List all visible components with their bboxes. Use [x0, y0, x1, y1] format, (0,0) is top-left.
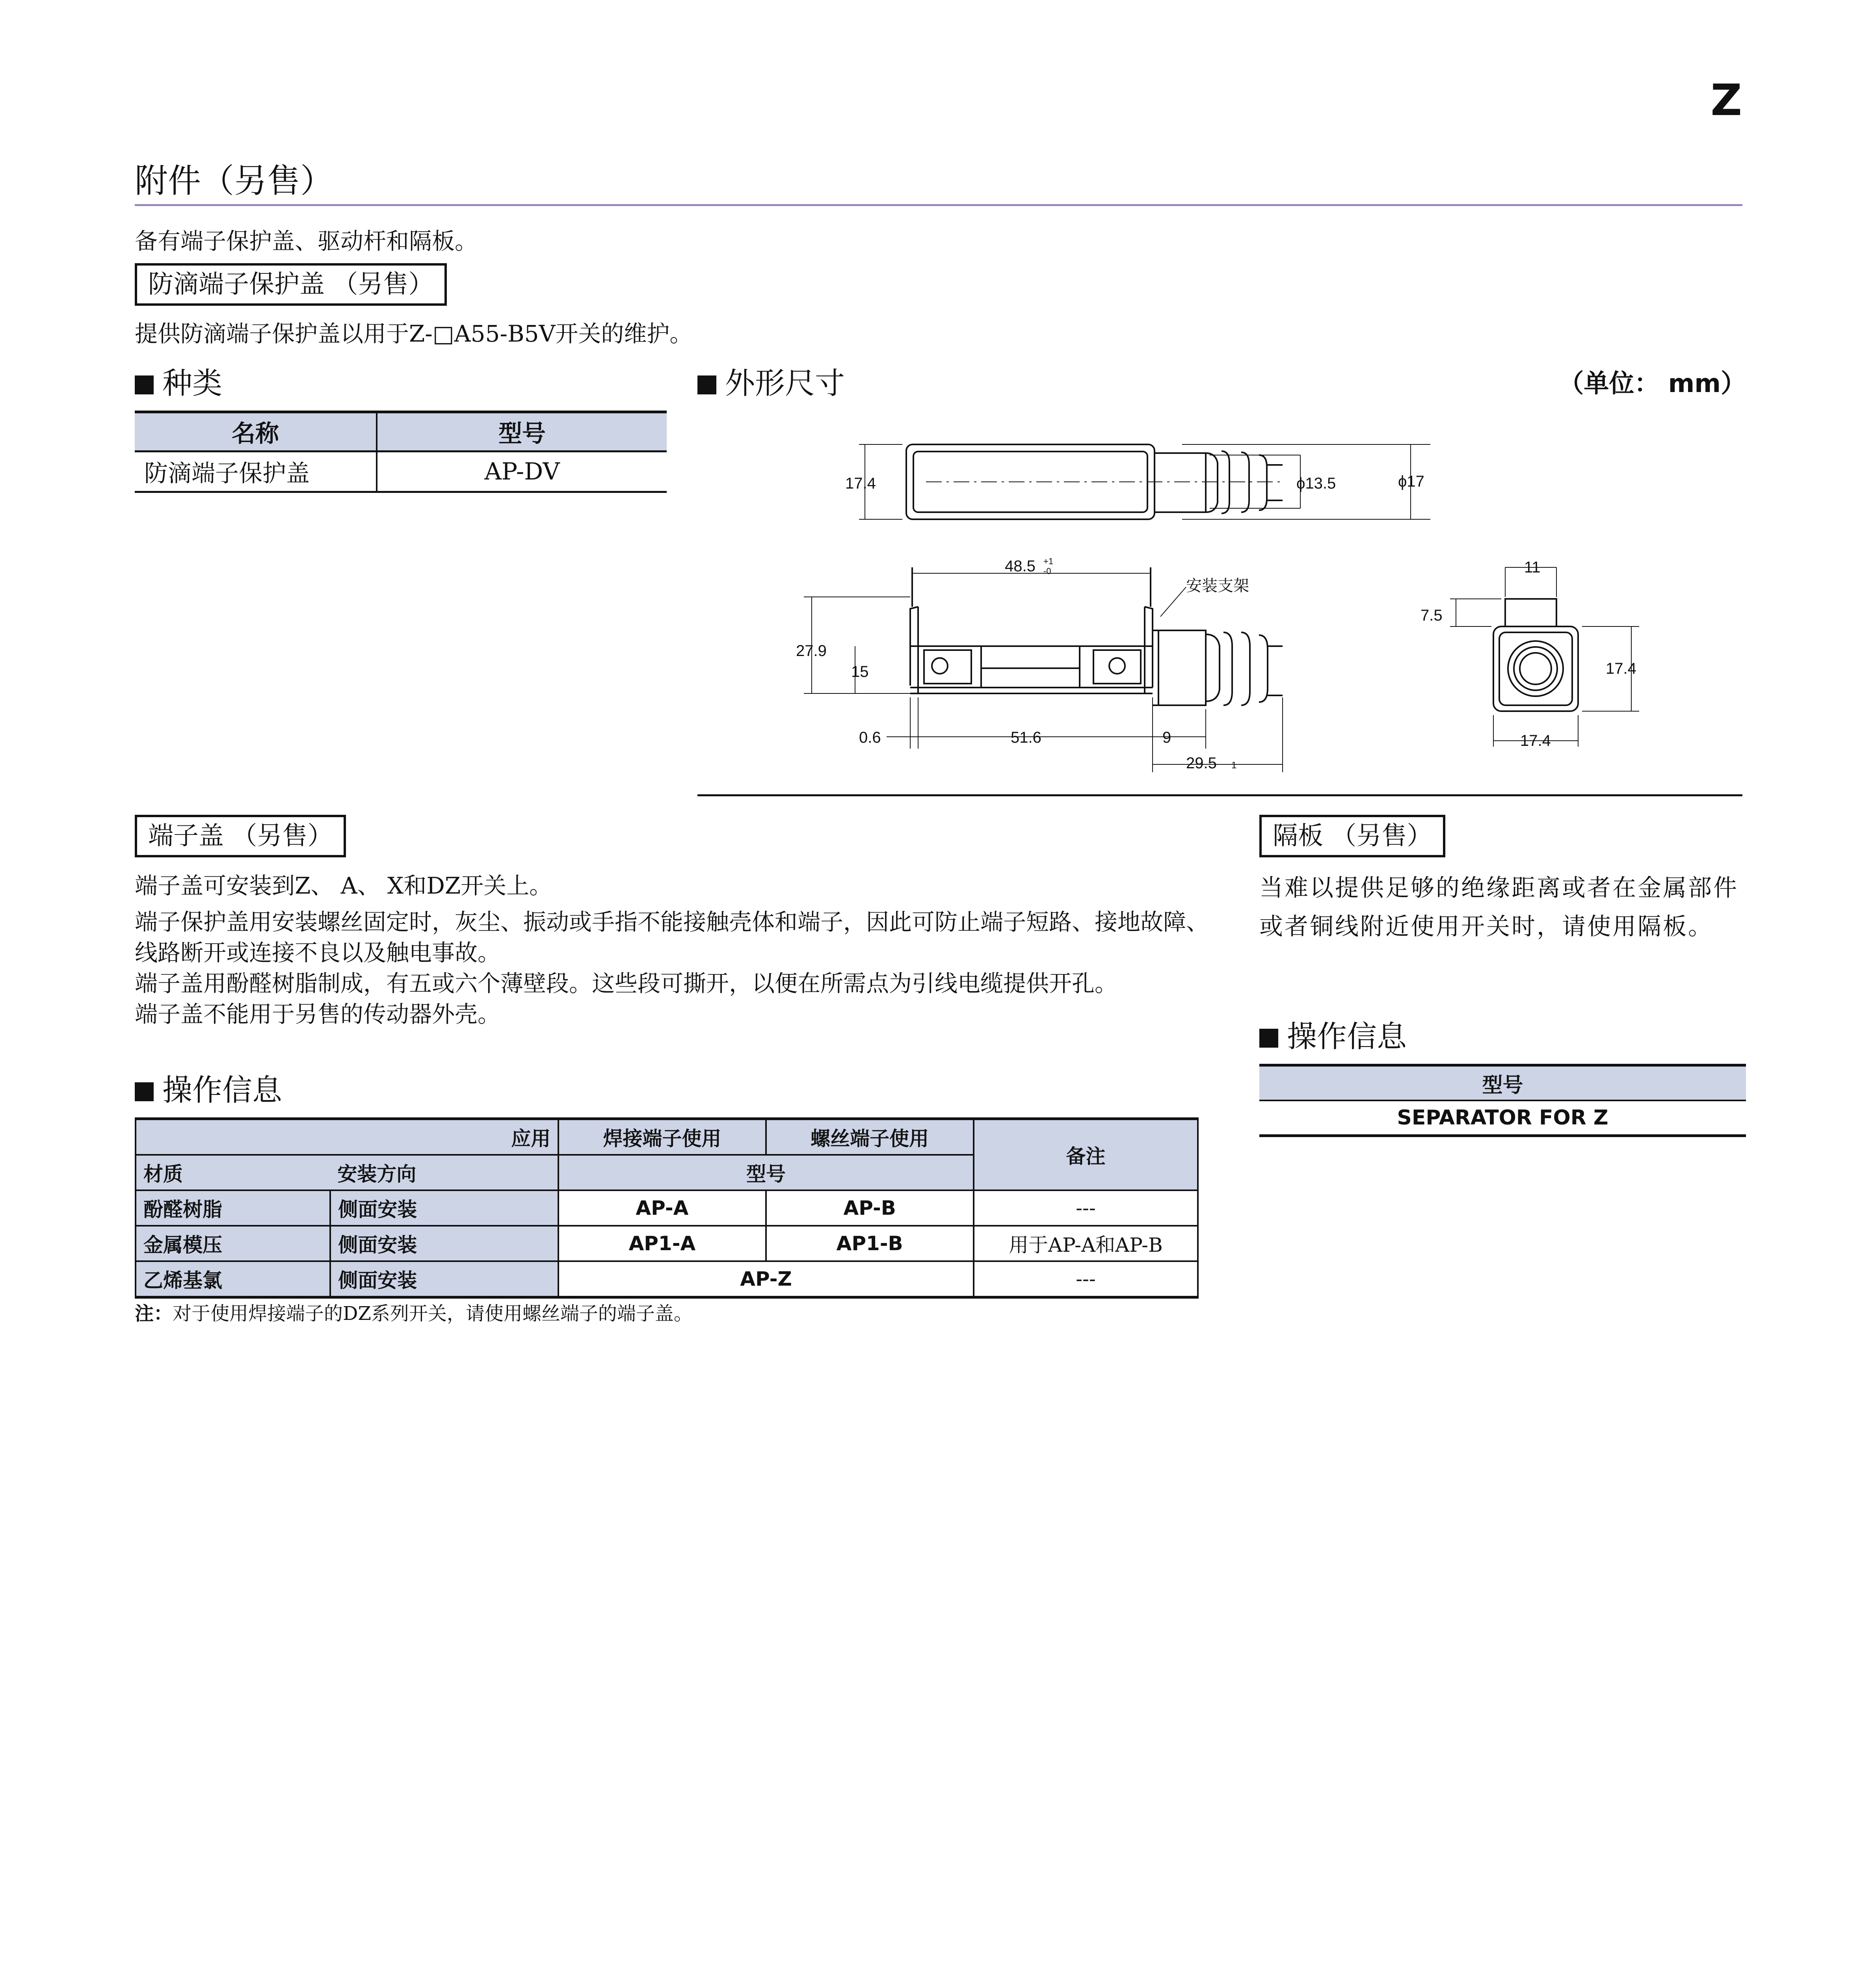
title-rule — [135, 204, 1742, 206]
dim-51-6: 51.6 — [1011, 729, 1041, 746]
dim-0-6: 0.6 — [859, 729, 881, 746]
cell-name: 防滴端子保护盖 — [135, 452, 377, 492]
dim-7-5: 7.5 — [1420, 607, 1443, 624]
cell-note: --- — [974, 1190, 1198, 1226]
cell-weld: AP1-A — [558, 1226, 766, 1261]
unit-label: （单位： mm） — [1558, 369, 1746, 398]
paragraph: 端子保护盖用安装螺丝固定时，灰尘、振动或手指不能接触壳体和端子，因此可防止端子短路、接地故障、线路断开或连接不良以及触电事故。 — [135, 909, 1209, 966]
paragraph: 端子盖不能用于另售的传动器外壳。 — [135, 1001, 501, 1028]
terminal-cover-heading: 端子盖 （另售） — [135, 815, 346, 857]
header-screw: 螺丝端子使用 — [766, 1119, 974, 1155]
dim-tol-minus: -0 — [1043, 566, 1051, 576]
dim-11: 11 — [1524, 559, 1541, 576]
table-note: 注：对于使用焊接端子的DZ系列开关，请使用螺丝端子的端子盖。 — [135, 1303, 693, 1325]
top-view — [859, 444, 1430, 519]
dimension-drawing — [697, 414, 1746, 800]
dim-17-4-top: 17.4 — [845, 475, 876, 492]
dim-d13-5: ϕ13.5 — [1296, 475, 1336, 492]
square-bullet-icon — [135, 375, 154, 394]
table-header-row — [136, 1119, 1198, 1155]
col-model: 型号 — [377, 412, 667, 452]
cell-model: AP-DV — [377, 452, 667, 492]
cell-model: SEPARATOR FOR Z — [1259, 1100, 1746, 1136]
dim-d17: ϕ17 — [1398, 473, 1424, 490]
cell-note: 用于AP-A和AP-B — [974, 1226, 1198, 1261]
col-model: 型号 — [1259, 1065, 1746, 1101]
header-note: 备注 — [974, 1119, 1198, 1191]
square-bullet-icon — [1259, 1029, 1278, 1048]
cell-direction: 侧面安装 — [330, 1226, 558, 1261]
paragraph: 端子盖可安装到Z、 A、 X和DZ开关上。 — [135, 872, 552, 899]
page-title: 附件（另售） — [135, 162, 334, 200]
cell-note: --- — [974, 1261, 1198, 1297]
drawing-bottom-rule — [697, 794, 1742, 796]
cell-material: 乙烯基氯 — [136, 1261, 330, 1297]
square-bullet-icon — [697, 375, 716, 394]
dim-17-4-side: 17.4 — [1606, 660, 1636, 677]
table-row — [1259, 1100, 1746, 1136]
separator-ops-heading: 操作信息 — [1259, 1013, 1407, 1056]
table-header-row — [135, 412, 667, 452]
dimensions-heading: 外形尺寸 — [697, 359, 845, 402]
dim-tol-plus: +1 — [1043, 556, 1054, 566]
types-heading: 种类 — [135, 359, 222, 402]
header-material: 材质 — [136, 1155, 330, 1190]
drip-cover-desc: 提供防滴端子保护盖以用于Z-□A55-B5V开关的维护。 — [135, 320, 693, 347]
drip-cover-heading: 防滴端子保护盖 （另售） — [135, 263, 447, 306]
header-weld: 焊接端子使用 — [558, 1119, 766, 1155]
terminal-cover-table — [135, 1117, 1199, 1299]
dim-15: 15 — [851, 663, 869, 680]
table-row — [135, 452, 667, 492]
types-table — [135, 411, 667, 493]
dim-29-5: 29.5 — [1186, 755, 1217, 772]
col-name: 名称 — [135, 412, 377, 452]
separator-desc: 当难以提供足够的绝缘距离或者在金属部件或者铜线附近使用开关时，请使用隔板。 — [1259, 874, 1738, 940]
cell-weld: AP-A — [558, 1190, 766, 1226]
header-apply: 应用 — [136, 1119, 558, 1155]
header-direction: 安装方向 — [330, 1155, 558, 1190]
table-row — [136, 1226, 1198, 1261]
table-row — [136, 1261, 1198, 1297]
cell-material: 酚醛树脂 — [136, 1190, 330, 1226]
side-view — [1450, 567, 1639, 747]
table-row — [136, 1190, 1198, 1226]
header-model: 型号 — [558, 1155, 974, 1190]
cell-screw: AP1-B — [766, 1226, 974, 1261]
cell-direction: 侧面安装 — [330, 1190, 558, 1226]
note-label: 注： — [135, 1303, 173, 1325]
bracket-label: 安装支架 — [1186, 577, 1249, 595]
separator-table — [1259, 1064, 1746, 1137]
dim-9: 9 — [1162, 729, 1171, 746]
terminal-cover-text — [135, 869, 1210, 1030]
dim-17-4-bottom: 17.4 — [1520, 732, 1551, 749]
cell-material: 金属模压 — [136, 1226, 330, 1261]
square-bullet-icon — [135, 1082, 154, 1101]
separator-heading: 隔板 （另售） — [1259, 815, 1445, 857]
terminal-ops-heading: 操作信息 — [135, 1066, 282, 1109]
paragraph: 端子盖用酚醛树脂制成，有五或六个薄壁段。这些段可撕开，以便在所需点为引线电缆提供开孔。 — [135, 970, 1118, 997]
table-header-row — [1259, 1065, 1746, 1101]
series-letter: Z — [1711, 75, 1742, 125]
dim-27-9: 27.9 — [796, 642, 827, 660]
cell-model: AP-Z — [558, 1261, 974, 1297]
cell-screw: AP-B — [766, 1190, 974, 1226]
dim-48-5: 48.5 — [1005, 558, 1036, 575]
dim-tol-1: 1 — [1231, 760, 1237, 771]
cell-direction: 侧面安装 — [330, 1261, 558, 1297]
intro-text: 备有端子保护盖、驱动杆和隔板。 — [135, 228, 478, 255]
